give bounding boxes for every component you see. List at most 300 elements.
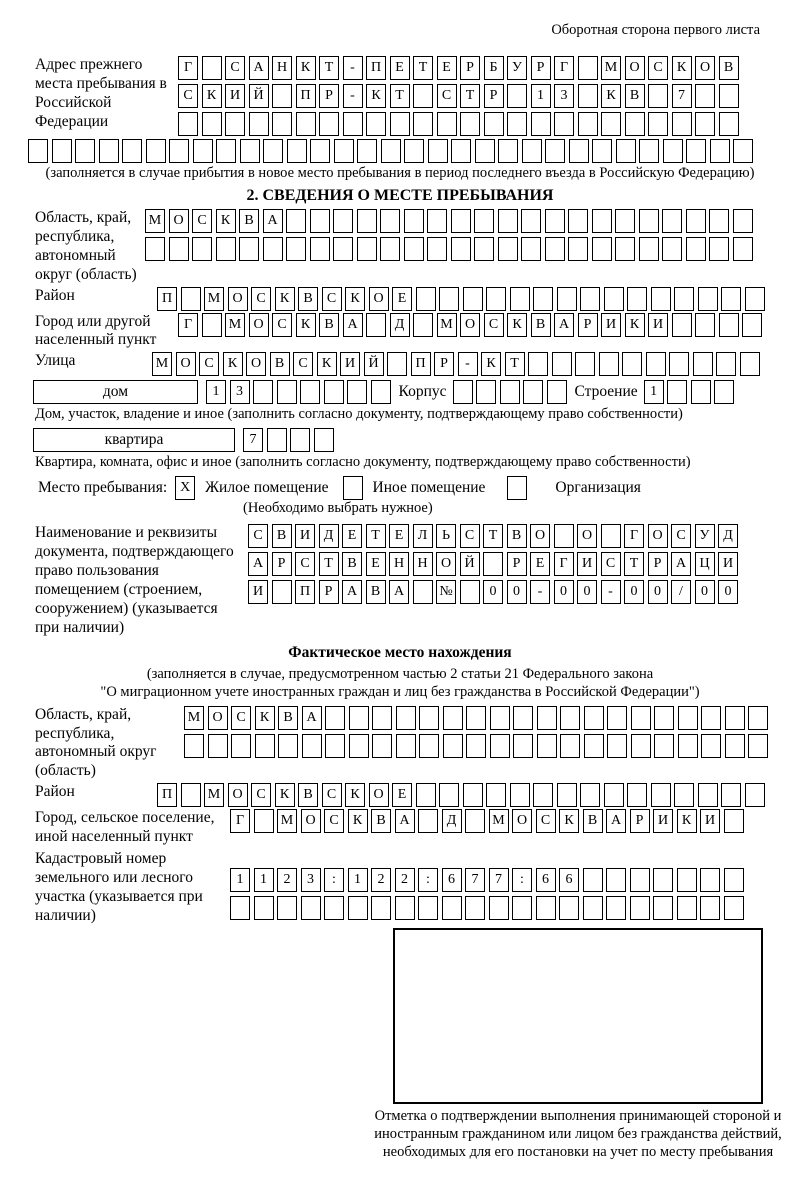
char-box [569, 139, 589, 163]
char-box: А [671, 552, 691, 576]
char-box [483, 552, 503, 576]
char-box [202, 313, 222, 337]
section2-title: 2. СВЕДЕНИЯ О МЕСТЕ ПРЕБЫВАНИЯ [246, 186, 554, 204]
char-box: 7 [465, 868, 485, 892]
char-box: А [302, 706, 322, 730]
char-box: В [270, 352, 290, 376]
char-box: 3 [554, 84, 574, 108]
char-box [695, 84, 715, 108]
char-box [216, 139, 236, 163]
char-box [357, 139, 377, 163]
char-box [695, 313, 715, 337]
char-box [575, 352, 595, 376]
char-box [319, 112, 339, 136]
char-box [627, 287, 647, 311]
char-box: Т [390, 84, 410, 108]
prev-address-row-1[interactable] [178, 56, 739, 80]
char-box [536, 896, 556, 920]
house-number-row[interactable] [206, 380, 391, 404]
char-box [300, 380, 320, 404]
char-box [578, 112, 598, 136]
char-box [651, 287, 671, 311]
char-box [380, 237, 400, 261]
actual-city-row[interactable] [230, 809, 744, 833]
char-box: Р [648, 552, 668, 576]
stroenie-row[interactable] [644, 380, 735, 404]
char-box [343, 476, 363, 500]
char-box: Б [484, 56, 504, 80]
char-box [674, 783, 694, 807]
street-row[interactable] [152, 352, 760, 376]
korpus-row[interactable] [453, 380, 567, 404]
char-box [545, 237, 565, 261]
region-label: Область, край, республика, автономный округ (область) [35, 208, 137, 283]
char-box [693, 352, 713, 376]
char-box: К [296, 56, 316, 80]
char-box [145, 237, 165, 261]
char-box: С [324, 809, 344, 833]
char-box [523, 380, 543, 404]
char-box [630, 896, 650, 920]
char-box: В [366, 580, 386, 604]
char-box: 6 [559, 868, 579, 892]
char-box: К [481, 352, 501, 376]
char-box: Т [319, 56, 339, 80]
char-box [662, 209, 682, 233]
char-box: № [436, 580, 456, 604]
document-block [0, 524, 800, 637]
char-box: - [458, 352, 478, 376]
char-box [560, 706, 580, 730]
actual-city-block [0, 809, 800, 847]
char-box [507, 476, 527, 500]
char-box [724, 896, 744, 920]
char-box [277, 896, 297, 920]
char-box: Г [178, 313, 198, 337]
char-box [654, 734, 674, 758]
apartment-number-row[interactable] [243, 428, 334, 452]
stay-type-option-other-label: Иное помещение [372, 479, 486, 497]
char-box [507, 84, 527, 108]
char-box: - [343, 84, 363, 108]
actual-region-row-2[interactable] [184, 734, 768, 758]
char-box: Е [342, 524, 362, 548]
char-box [439, 783, 459, 807]
char-box: 0 [483, 580, 503, 604]
char-box [343, 112, 363, 136]
char-box: О [512, 809, 532, 833]
char-box [490, 734, 510, 758]
char-box: Й [460, 552, 480, 576]
char-box [733, 139, 753, 163]
char-box: В [278, 706, 298, 730]
district-label: Район [35, 286, 75, 304]
char-box [583, 868, 603, 892]
char-box [439, 287, 459, 311]
char-box [627, 783, 647, 807]
char-box: Д [718, 524, 738, 548]
char-box [253, 380, 273, 404]
char-box [231, 734, 251, 758]
char-box [606, 896, 626, 920]
char-box: Т [366, 524, 386, 548]
char-box [724, 868, 744, 892]
region-block [0, 209, 800, 285]
char-box [599, 352, 619, 376]
char-box [486, 783, 506, 807]
char-box: Г [230, 809, 250, 833]
char-box [272, 580, 292, 604]
char-box: М [489, 809, 509, 833]
char-box: Д [390, 313, 410, 337]
char-box: М [145, 209, 165, 233]
stay-type-checkbox-other[interactable] [343, 476, 363, 500]
document-label: Наименование и реквизиты документа, подтверждающего право пользования помещением (строением, сооружением) (указывается при наличии) [35, 524, 234, 636]
char-box: С [601, 552, 621, 576]
char-box [413, 84, 433, 108]
char-box: С [536, 809, 556, 833]
char-box [592, 209, 612, 233]
district-row[interactable] [157, 287, 765, 311]
char-box: Р [319, 84, 339, 108]
document-row-2[interactable] [248, 552, 738, 576]
char-box: К [255, 706, 275, 730]
char-box [178, 112, 198, 136]
char-box [639, 209, 659, 233]
prev-address-row-2[interactable] [178, 84, 739, 108]
char-box: Т [413, 56, 433, 80]
char-box: Г [178, 56, 198, 80]
char-box: : [512, 868, 532, 892]
actual-region-label: Область, край, республика, автономный округ (область) [35, 705, 157, 780]
char-box [545, 139, 565, 163]
char-box [453, 380, 473, 404]
char-box [169, 237, 189, 261]
char-box [466, 706, 486, 730]
char-box [719, 112, 739, 136]
prev-address-row-3[interactable] [178, 112, 739, 136]
char-box: Р [630, 809, 650, 833]
district-block [0, 287, 800, 311]
char-box [202, 56, 222, 80]
char-box: С [272, 313, 292, 337]
char-box: К [559, 809, 579, 833]
stay-type-checkbox-organization[interactable] [507, 476, 527, 500]
stamp-box [393, 928, 763, 1104]
actual-district-row[interactable] [157, 783, 765, 807]
char-box: Р [531, 56, 551, 80]
char-box [584, 706, 604, 730]
char-box: Е [392, 783, 412, 807]
apartment-block [0, 428, 800, 452]
char-box: М [152, 352, 172, 376]
char-box [714, 380, 734, 404]
char-box [216, 237, 236, 261]
char-box [416, 287, 436, 311]
char-box [745, 287, 765, 311]
char-box [357, 209, 377, 233]
char-box: Й [364, 352, 384, 376]
char-box [277, 380, 297, 404]
region-row-2[interactable] [145, 237, 753, 261]
char-box: С [225, 56, 245, 80]
char-box [592, 237, 612, 261]
char-box: А [395, 809, 415, 833]
char-box: Л [413, 524, 433, 548]
char-box: И [700, 809, 720, 833]
char-box: И [653, 809, 673, 833]
char-box [476, 380, 496, 404]
char-box: М [277, 809, 297, 833]
char-box [554, 112, 574, 136]
document-row-1[interactable] [248, 524, 738, 548]
char-box [510, 783, 530, 807]
char-box [208, 734, 228, 758]
char-box: 7 [672, 84, 692, 108]
char-box: К [275, 783, 295, 807]
stamp-caption: Отметка о подтверждении выполнения принимающей стороной и иностранным гражданином или лицом без гражданства действий, необходимых для его постановки на учет по месту пребывания [374, 1107, 782, 1160]
char-box: К [275, 287, 295, 311]
char-box [686, 139, 706, 163]
char-box: С [192, 209, 212, 233]
char-box: К [296, 313, 316, 337]
char-box [651, 783, 671, 807]
char-box: 7 [489, 868, 509, 892]
char-box: У [695, 524, 715, 548]
char-box: 0 [624, 580, 644, 604]
char-box [552, 352, 572, 376]
char-box [663, 139, 683, 163]
char-box: П [411, 352, 431, 376]
char-box: С [322, 783, 342, 807]
char-box [296, 112, 316, 136]
char-box [667, 380, 687, 404]
char-box [427, 237, 447, 261]
char-box [513, 734, 533, 758]
char-box [404, 209, 424, 233]
house-block [0, 380, 800, 404]
char-box [75, 139, 95, 163]
char-box: 7 [243, 428, 263, 452]
char-box: Г [554, 552, 574, 576]
char-box [653, 896, 673, 920]
char-box [691, 380, 711, 404]
char-box: В [625, 84, 645, 108]
char-box [428, 139, 448, 163]
char-box [601, 524, 621, 548]
char-box: Н [272, 56, 292, 80]
char-box: X [175, 476, 195, 500]
char-box [648, 112, 668, 136]
char-box: С [295, 552, 315, 576]
char-box: В [298, 287, 318, 311]
cadastre-row-1[interactable] [230, 868, 744, 892]
char-box [592, 139, 612, 163]
char-box [748, 706, 768, 730]
street-block [0, 352, 800, 376]
char-box [654, 706, 674, 730]
char-box [325, 706, 345, 730]
stay-type-note: (Необходимо выбрать нужное) [243, 500, 433, 517]
char-box [372, 706, 392, 730]
char-box: И [577, 552, 597, 576]
char-box: О [301, 809, 321, 833]
char-box: Е [389, 524, 409, 548]
char-box [686, 237, 706, 261]
char-box: В [272, 524, 292, 548]
char-box [396, 706, 416, 730]
char-box [742, 313, 762, 337]
actual-region-block [0, 706, 800, 782]
char-box [498, 237, 518, 261]
char-box: О [228, 783, 248, 807]
char-box: Р [578, 313, 598, 337]
char-box [584, 734, 604, 758]
char-box: М [204, 783, 224, 807]
char-box [451, 209, 471, 233]
char-box: О [208, 706, 228, 730]
char-box [631, 734, 651, 758]
char-box: 0 [507, 580, 527, 604]
char-box [146, 139, 166, 163]
char-box [324, 896, 344, 920]
char-box: Т [483, 524, 503, 548]
char-box: В [371, 809, 391, 833]
char-box: К [345, 783, 365, 807]
char-box: Т [319, 552, 339, 576]
char-box: - [601, 580, 621, 604]
char-box [460, 112, 480, 136]
char-box [630, 868, 650, 892]
char-box: Г [624, 524, 644, 548]
char-box [419, 734, 439, 758]
char-box: И [718, 552, 738, 576]
char-box: С [484, 313, 504, 337]
char-box [437, 112, 457, 136]
prev-address-row-4[interactable] [28, 139, 800, 163]
stay-type-checkbox-residential[interactable] [175, 476, 195, 500]
char-box: С [648, 56, 668, 80]
char-box [537, 734, 557, 758]
char-box: С [322, 287, 342, 311]
char-box [314, 428, 334, 452]
char-box: А [263, 209, 283, 233]
char-box [460, 580, 480, 604]
char-box [419, 706, 439, 730]
char-box: Д [319, 524, 339, 548]
char-box: У [507, 56, 527, 80]
char-box: М [601, 56, 621, 80]
stay-type-label: Место пребывания: [38, 479, 168, 497]
char-box [607, 734, 627, 758]
actual-region-row-1[interactable] [184, 706, 768, 730]
char-box [639, 139, 659, 163]
char-box: А [343, 313, 363, 337]
char-box [451, 139, 471, 163]
char-box [465, 896, 485, 920]
char-box: Р [319, 580, 339, 604]
char-box: Т [624, 552, 644, 576]
char-box: К [345, 287, 365, 311]
char-box [698, 783, 718, 807]
char-box [443, 706, 463, 730]
char-box [646, 352, 666, 376]
char-box: В [319, 313, 339, 337]
char-box [725, 734, 745, 758]
char-box: П [157, 783, 177, 807]
char-box [263, 139, 283, 163]
char-box [653, 868, 673, 892]
stay-type-option-organization-label: Организация [555, 479, 641, 497]
cadastre-row-2[interactable] [230, 896, 744, 920]
char-box [490, 706, 510, 730]
char-box [181, 287, 201, 311]
char-box [513, 706, 533, 730]
char-box: О [369, 783, 389, 807]
char-box [122, 139, 142, 163]
char-box: В [719, 56, 739, 80]
char-box: В [507, 524, 527, 548]
char-box [366, 112, 386, 136]
char-box [580, 783, 600, 807]
region-row-1[interactable] [145, 209, 753, 233]
char-box: П [296, 84, 316, 108]
char-box [442, 896, 462, 920]
char-box [615, 209, 635, 233]
char-box: О [228, 287, 248, 311]
char-box [678, 706, 698, 730]
char-box: К [625, 313, 645, 337]
char-box: Д [442, 809, 462, 833]
char-box [489, 896, 509, 920]
document-row-3[interactable] [248, 580, 738, 604]
house-field-label: дом [102, 383, 129, 401]
char-box [507, 112, 527, 136]
char-box: Р [272, 552, 292, 576]
actual-city-label: Город, сельское поселение, иной населенный пункт [35, 809, 215, 846]
char-box [372, 734, 392, 758]
char-box [498, 139, 518, 163]
cadastre-block [0, 850, 800, 926]
city-row[interactable] [178, 313, 762, 337]
char-box: С [460, 524, 480, 548]
char-box [560, 734, 580, 758]
prev-address-label: Адрес прежнего места пребывания в Российской Федерации [35, 55, 167, 130]
char-box: С [178, 84, 198, 108]
char-box [568, 237, 588, 261]
char-box [463, 287, 483, 311]
char-box [427, 209, 447, 233]
char-box [413, 313, 433, 337]
char-box [521, 237, 541, 261]
char-box [568, 209, 588, 233]
char-box [334, 139, 354, 163]
house-field[interactable] [33, 380, 198, 404]
char-box [348, 896, 368, 920]
char-box [616, 139, 636, 163]
char-box: Н [389, 552, 409, 576]
char-box [418, 809, 438, 833]
char-box: 1 [230, 868, 250, 892]
char-box [710, 139, 730, 163]
char-box: К [672, 56, 692, 80]
char-box: С [251, 783, 271, 807]
city-label: Город или другой населенный пункт [35, 312, 157, 349]
char-box: К [507, 313, 527, 337]
apartment-field-label: квартира [104, 431, 164, 449]
char-box [347, 380, 367, 404]
apartment-field[interactable] [33, 428, 235, 452]
